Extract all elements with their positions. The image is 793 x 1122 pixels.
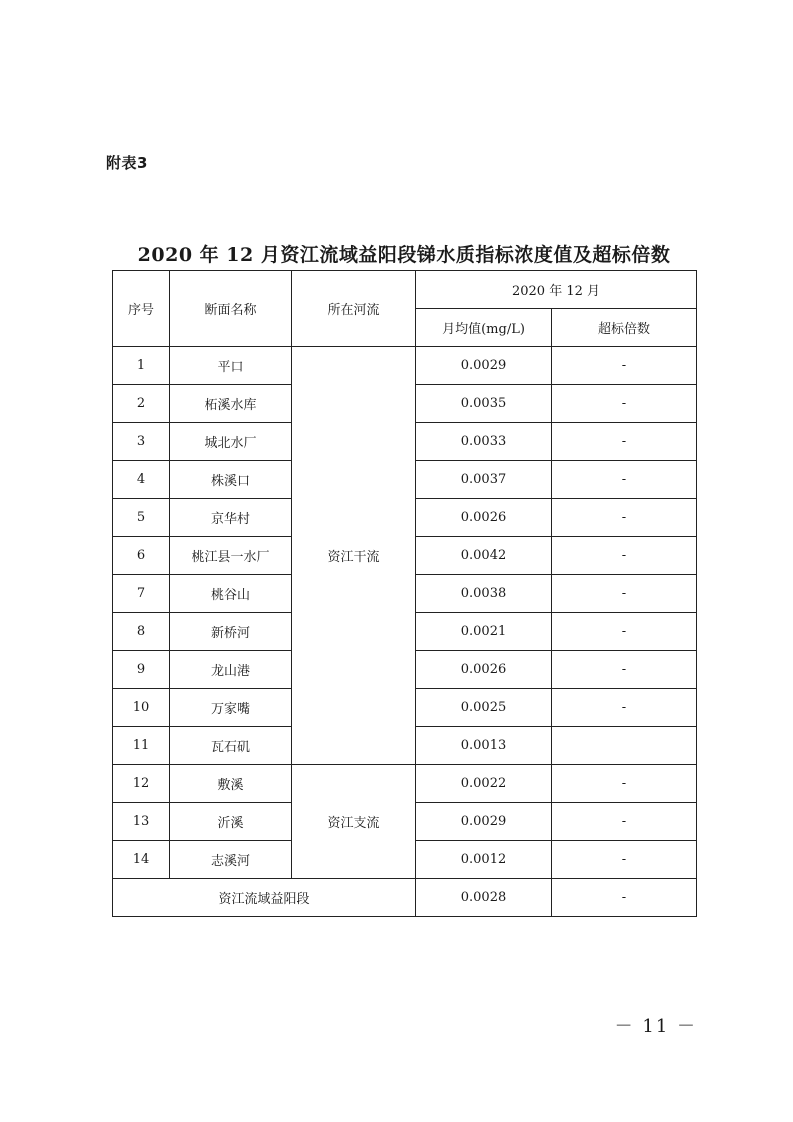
row-section-name: 平口 [170,347,292,385]
row-section-name: 敷溪 [170,765,292,803]
row-section-name: 株溪口 [170,461,292,499]
row-section-name: 万家嘴 [170,689,292,727]
table-row [113,347,697,385]
row-value: 0.0029 [416,803,552,841]
summary-row [113,879,697,917]
header-monthly-avg: 月均值(mg/L) [416,309,552,347]
row-exceed: - [552,423,697,461]
row-no: 1 [113,347,170,385]
row-section-name: 桃谷山 [170,575,292,613]
row-value: 0.0033 [416,423,552,461]
row-section-name: 城北水厂 [170,423,292,461]
row-value: 0.0026 [416,651,552,689]
row-no: 12 [113,765,170,803]
header-exceed-times: 超标倍数 [552,309,697,347]
row-exceed: - [552,841,697,879]
river-group-tributary: 资江支流 [292,765,416,879]
row-exceed [552,727,697,765]
row-no: 4 [113,461,170,499]
row-no: 6 [113,537,170,575]
row-no: 8 [113,613,170,651]
header-river: 所在河流 [292,271,416,347]
water-quality-table [112,270,697,917]
header-period: 2020 年 12 月 [416,271,697,309]
row-value: 0.0038 [416,575,552,613]
row-no: 14 [113,841,170,879]
table-row [113,765,697,803]
row-section-name: 志溪河 [170,841,292,879]
summary-exceed: - [552,879,697,917]
row-no: 9 [113,651,170,689]
document-title: 2020 年 12 月资江流域益阳段锑水质指标浓度值及超标倍数 [137,244,671,266]
row-section-name: 瓦石矶 [170,727,292,765]
summary-value: 0.0028 [416,879,552,917]
row-value: 0.0013 [416,727,552,765]
row-value: 0.0025 [416,689,552,727]
row-no: 7 [113,575,170,613]
row-value: 0.0021 [416,613,552,651]
row-exceed: - [552,803,697,841]
row-no: 13 [113,803,170,841]
row-no: 2 [113,385,170,423]
annex-label: 附表3 [106,154,148,172]
row-section-name: 沂溪 [170,803,292,841]
row-value: 0.0022 [416,765,552,803]
row-value: 0.0026 [416,499,552,537]
row-value: 0.0035 [416,385,552,423]
row-exceed: - [552,613,697,651]
row-section-name: 京华村 [170,499,292,537]
row-exceed: - [552,385,697,423]
row-no: 3 [113,423,170,461]
row-section-name: 桃江县一水厂 [170,537,292,575]
header-section-name: 断面名称 [170,271,292,347]
row-no: 10 [113,689,170,727]
row-exceed: - [552,765,697,803]
header-seq: 序号 [113,271,170,347]
row-value: 0.0042 [416,537,552,575]
row-section-name: 龙山港 [170,651,292,689]
row-exceed: - [552,347,697,385]
row-exceed: - [552,575,697,613]
summary-label: 资江流域益阳段 [113,879,416,917]
row-value: 0.0037 [416,461,552,499]
row-no: 5 [113,499,170,537]
row-exceed: - [552,499,697,537]
row-exceed: - [552,689,697,727]
header-row-1 [113,271,697,309]
row-exceed: - [552,651,697,689]
row-value: 0.0012 [416,841,552,879]
row-section-name: 柘溪水库 [170,385,292,423]
row-value: 0.0029 [416,347,552,385]
row-no: 11 [113,727,170,765]
page-number: － 11 － [614,1016,697,1037]
row-exceed: - [552,461,697,499]
row-section-name: 新桥河 [170,613,292,651]
river-group-main: 资江干流 [292,347,416,765]
row-exceed: - [552,537,697,575]
